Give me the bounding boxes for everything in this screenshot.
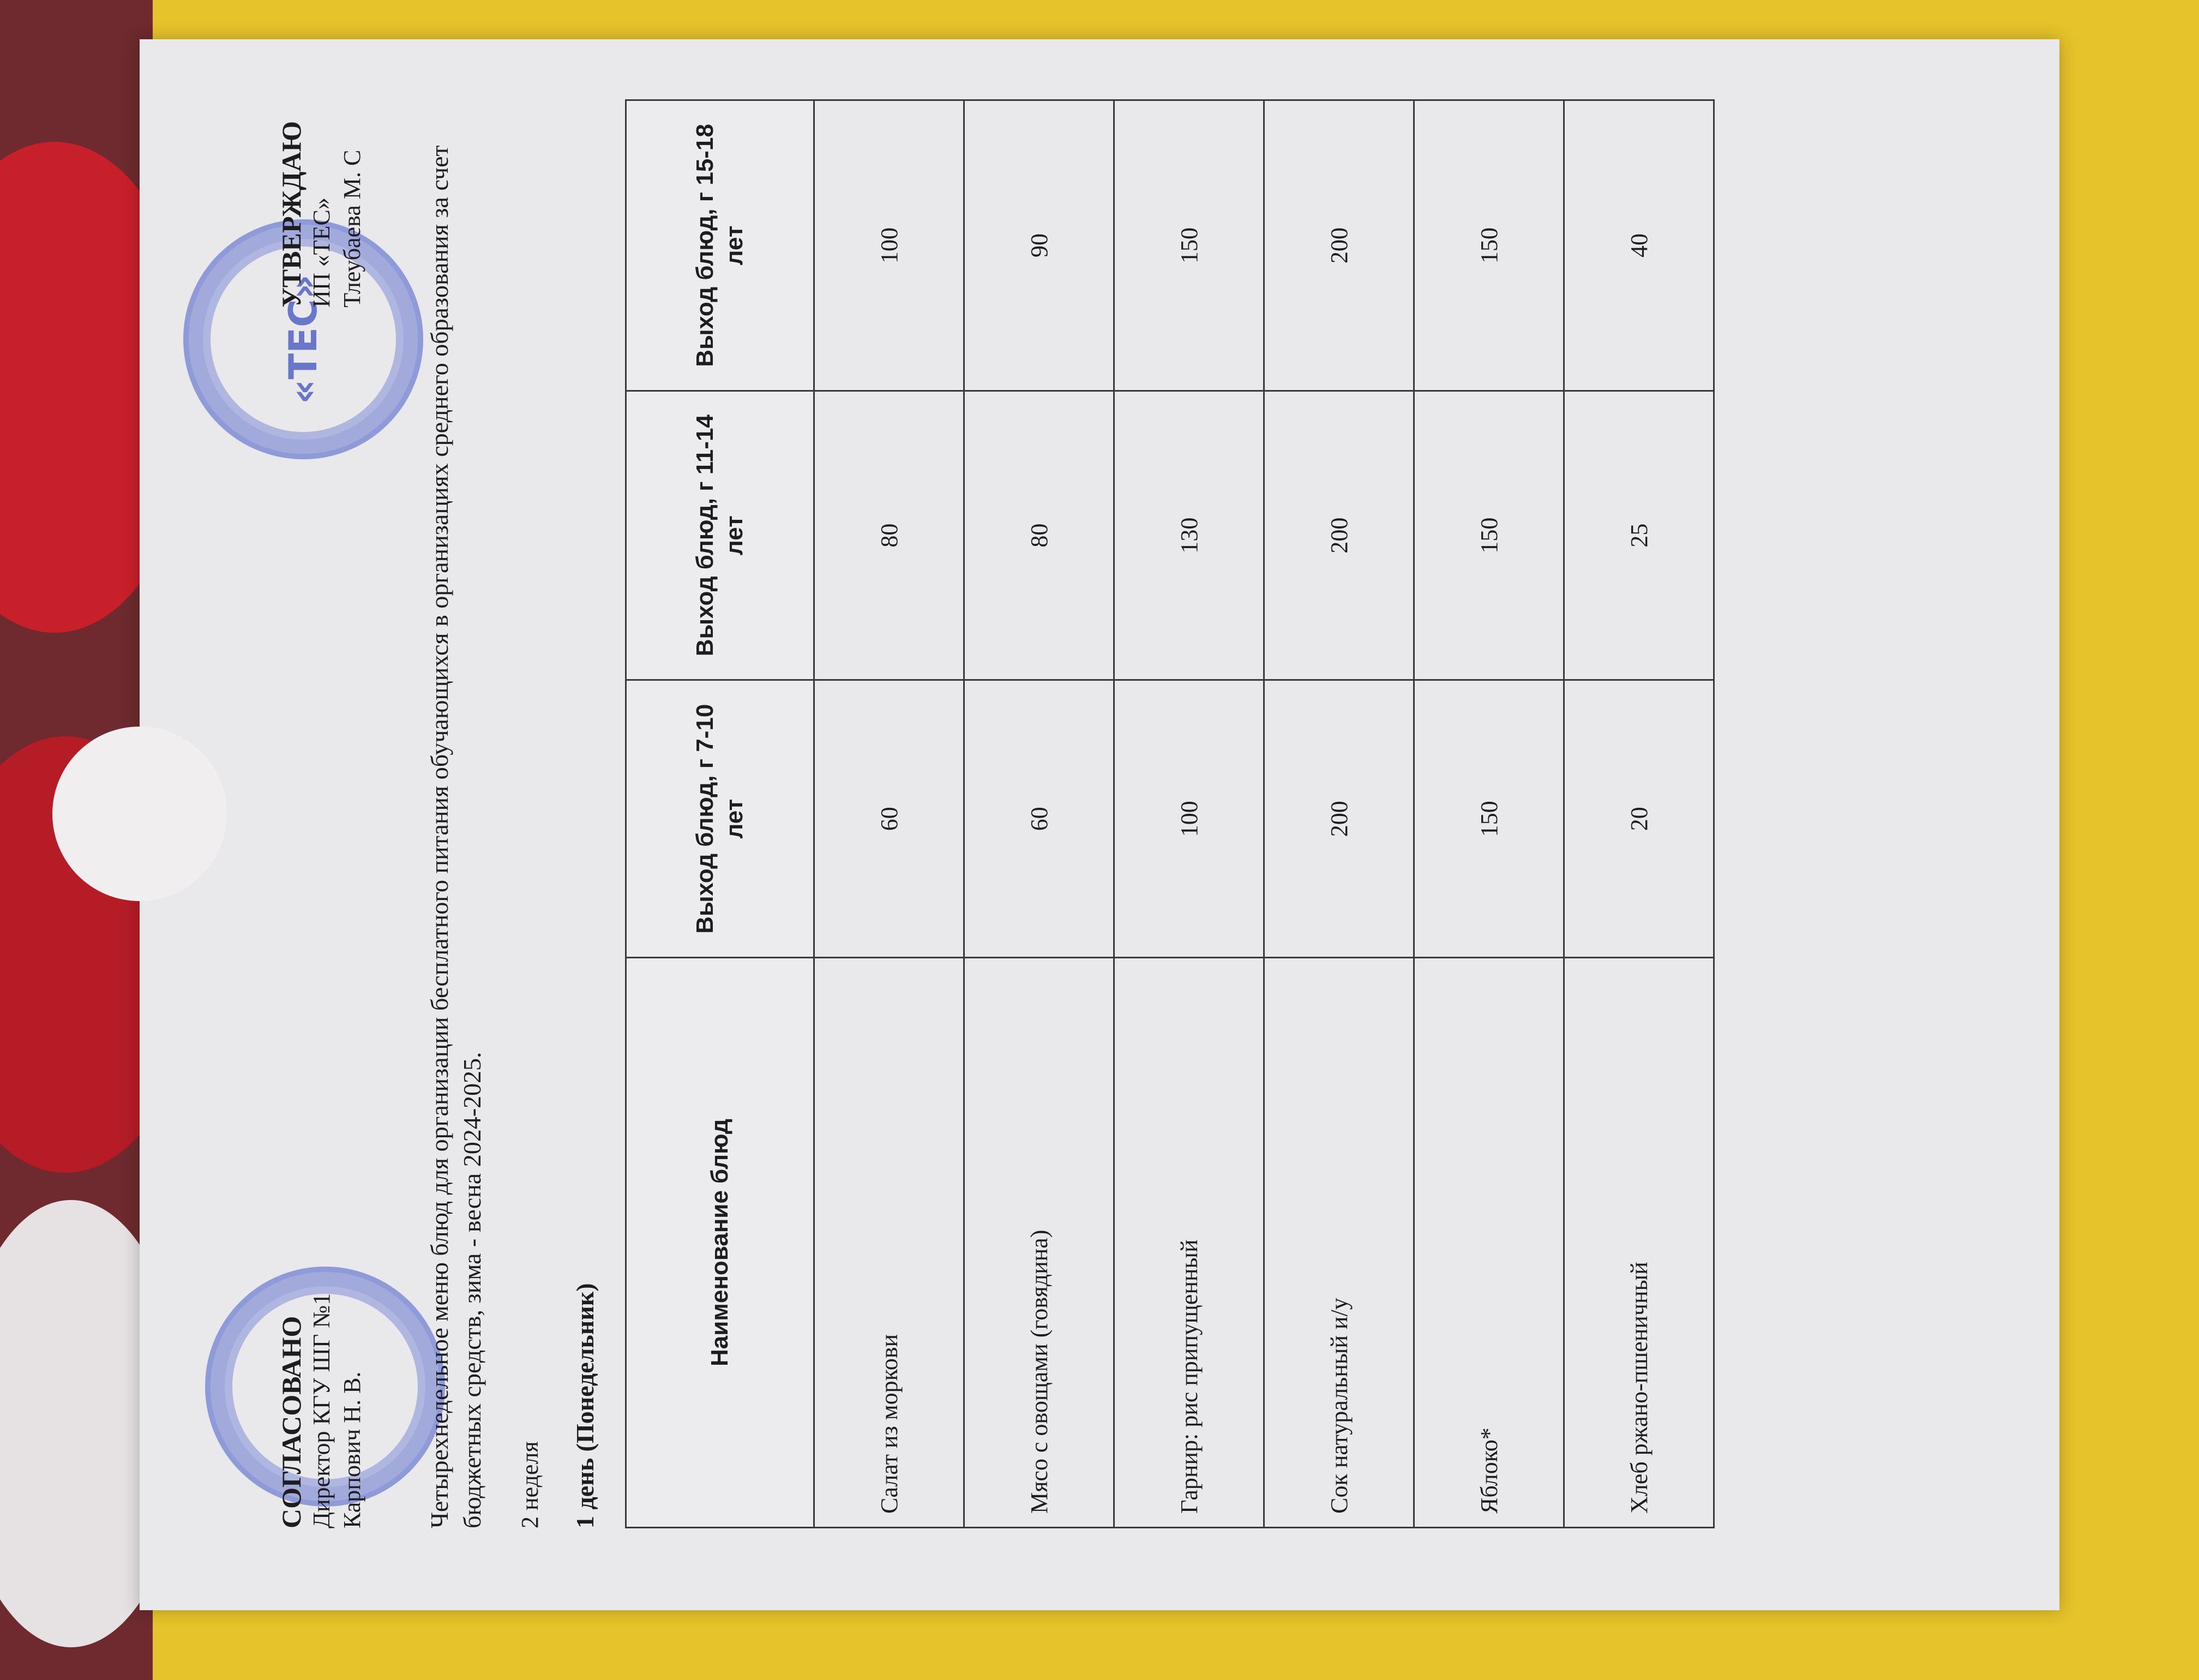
portion-value: 150	[1114, 100, 1264, 391]
portion-value: 100	[1114, 680, 1264, 958]
portion-value: 150	[1414, 391, 1564, 680]
table-row	[1114, 100, 1264, 1528]
portion-value: 40	[1564, 100, 1714, 391]
week-label: 2 неделя	[516, 1441, 543, 1528]
agreed-title: СОГЛАСОВАНО	[276, 1316, 307, 1528]
portion-value: 150	[1414, 680, 1564, 958]
approved-org: ИП «ТЕС»	[308, 197, 335, 308]
table-row	[1564, 100, 1714, 1528]
portion-value: 60	[814, 680, 964, 958]
table-header-row	[626, 100, 814, 1528]
dish-name: Салат из моркови	[814, 958, 964, 1528]
portion-value: 80	[964, 391, 1114, 680]
table-row	[1264, 100, 1414, 1528]
sheet-notch	[52, 727, 227, 901]
agreed-position: Директор КГУ ШГ №1	[308, 1293, 335, 1528]
dish-name: Гарнир: рис припущенный	[1114, 958, 1264, 1528]
agreed-signer: Карпович Н. В.	[339, 1371, 365, 1528]
header-portion-11-14: Выход блюд, г 11-14 лет	[626, 391, 814, 680]
portion-value: 60	[964, 680, 1114, 958]
intro-text: Четырехнедельное меню блюд для организации бесплатного питания обучающихся в организациях среднего образования за счет бюджетных средств, зима - весна 2024-2025.	[425, 145, 486, 1528]
agreed-block	[276, 1293, 368, 1528]
header-dish-name: Наименование блюд	[626, 958, 814, 1528]
portion-value: 130	[1114, 391, 1264, 680]
approved-block	[276, 121, 368, 308]
header-portion-15-18: Выход блюд, г 15-18 лет	[626, 100, 814, 391]
dish-name: Мясо с овощами (говядина)	[964, 958, 1114, 1528]
dish-name: Хлеб ржано-пшеничный	[1564, 958, 1714, 1528]
portion-value: 150	[1414, 100, 1564, 391]
portion-value: 80	[814, 391, 964, 680]
table-row	[1414, 100, 1564, 1528]
company-stamp-text: «ТЕС»	[281, 274, 326, 404]
portion-value: 100	[814, 100, 964, 391]
portion-value: 25	[1564, 391, 1714, 680]
table-row	[964, 100, 1114, 1528]
dish-name: Сок натуральный и/у	[1264, 958, 1414, 1528]
menu-document	[140, 39, 2059, 1610]
portion-value: 90	[964, 100, 1114, 391]
portion-value: 200	[1264, 391, 1414, 680]
portion-value: 200	[1264, 680, 1414, 958]
portion-value: 200	[1264, 100, 1414, 391]
table-row	[814, 100, 964, 1528]
menu-table	[625, 99, 1715, 1528]
day-label: 1 день (Понедельник)	[571, 1283, 599, 1528]
dish-name: Яблоко*	[1414, 958, 1564, 1528]
approved-signer: Тлеубаева М. С	[339, 149, 365, 308]
header-portion-7-10: Выход блюд, г 7-10 лет	[626, 680, 814, 958]
approved-title: УТВЕРЖДАЮ	[276, 121, 307, 308]
portion-value: 20	[1564, 680, 1714, 958]
